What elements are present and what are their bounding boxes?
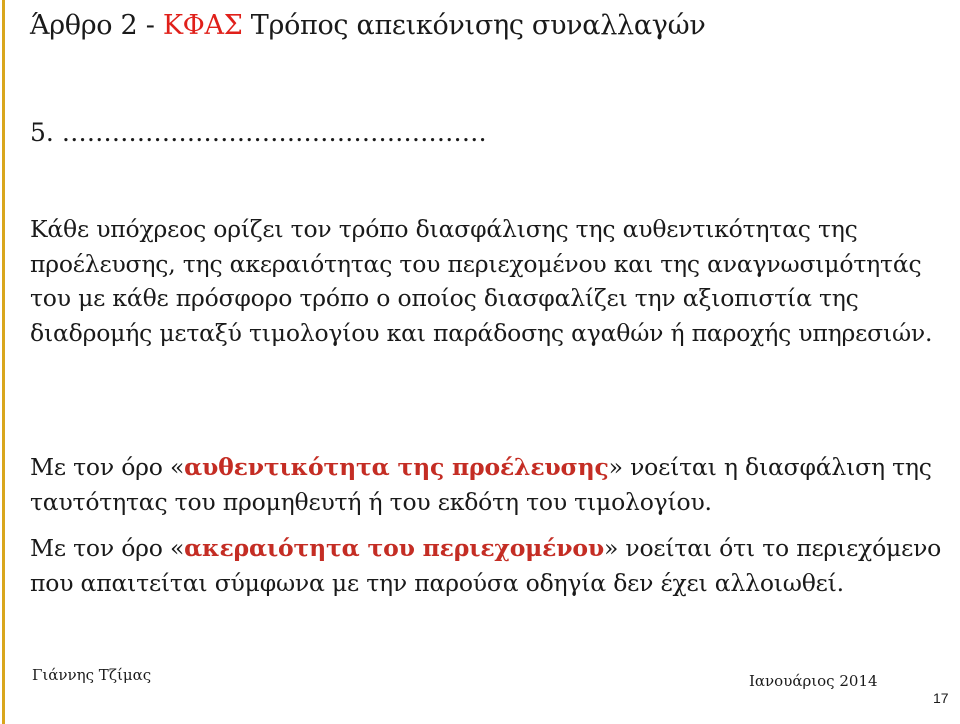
page-title — [30, 10, 705, 41]
definition-text: » νοείται ότι το περιεχόμενο που απαιτείται σύμφωνα με την παρούσα οδηγία δεν έχει αλλοιωθεί. — [30, 534, 942, 597]
item-marker: 5. …………………………………………… — [30, 118, 487, 147]
footer-author: Γιάννης Τζίμας — [32, 666, 152, 684]
paragraph-authenticity-rule: Κάθε υπόχρεος ορίζει τον τρόπο διασφάλισης της αυθεντικότητας της προέλευσης, της ακεραιότητας του περιεχομένου και της αναγνωσιμότητάς του με κάθε πρόσφορο τρόπο ο οποίος διασφαλίζει την αξιοπιστία της διαδρομής μεταξύ τιμολογίου και παράδοσης αγαθών ή παροχής υπηρεσιών. — [30, 215, 933, 347]
left-accent-rule — [2, 0, 5, 724]
title-accent: ΚΦΑΣ — [162, 10, 243, 41]
defined-term-integrity: ακεραιότητα του περιεχομένου — [184, 534, 604, 562]
defined-term-authenticity: αυθεντικότητα της προέλευσης — [184, 453, 609, 481]
definition-lead: Με τον όρο « — [30, 534, 185, 562]
definition-lead: Με τον όρο « — [30, 453, 185, 481]
definition-text: » νοείται η διασφάλιση της ταυτότητας του προμηθευτή ή του εκδότη του τιμολογίου. — [30, 453, 932, 516]
footer-date: Ιανουάριος 2014 — [749, 672, 878, 690]
title-prefix: Άρθρο 2 - — [30, 10, 163, 41]
paragraph-authenticity-definition — [30, 450, 960, 519]
title-suffix: Τρόπος απεικόνισης συναλλαγών — [242, 10, 706, 41]
page-number: 17 — [933, 690, 949, 706]
paragraph-integrity-definition — [30, 531, 960, 600]
